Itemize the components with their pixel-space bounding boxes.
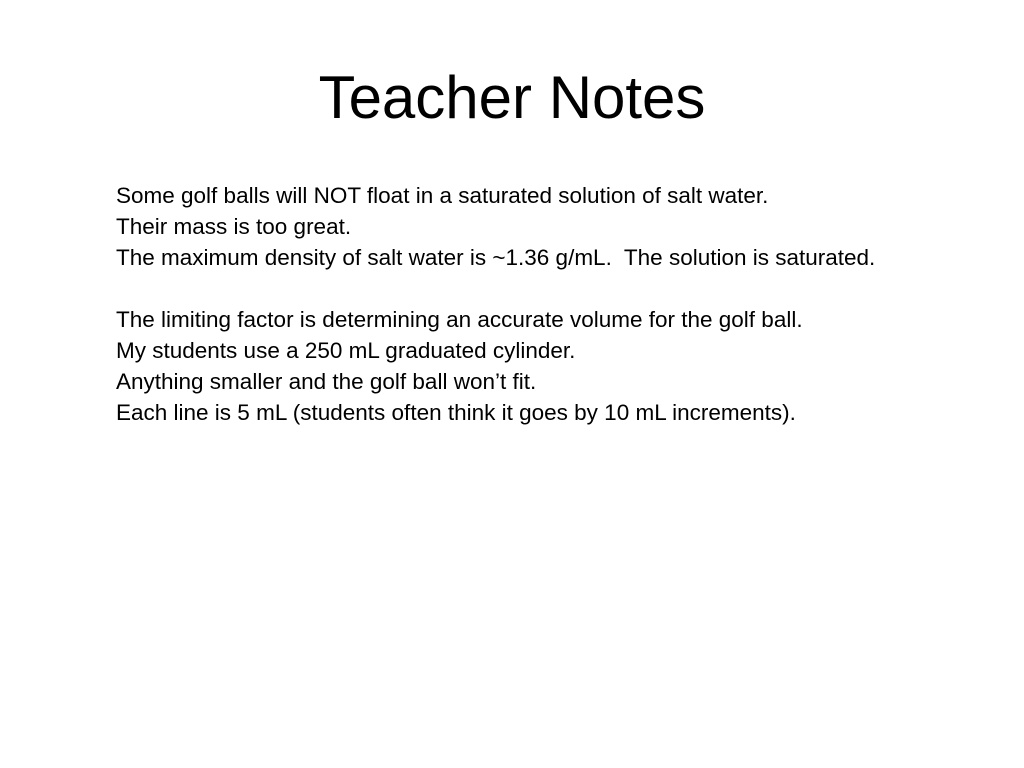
body-line: Anything smaller and the golf ball won’t fit. <box>116 369 537 394</box>
body-line: Some golf balls will NOT float in a saturated solution of salt water. <box>116 183 769 208</box>
slide-title: Teacher Notes <box>318 64 706 131</box>
body-line: Each line is 5 mL (students often think it goes by 10 mL increments). <box>116 400 796 425</box>
body-line: The maximum density of salt water is ~1.36 g/mL. The solution is saturated. <box>116 245 876 270</box>
blank-line <box>116 273 1016 304</box>
body-line: Their mass is too great. <box>116 214 352 239</box>
slide-body <box>116 180 1016 428</box>
body-line: The limiting factor is determining an accurate volume for the golf ball. <box>116 307 803 332</box>
body-line: My students use a 250 mL graduated cylinder. <box>116 338 576 363</box>
